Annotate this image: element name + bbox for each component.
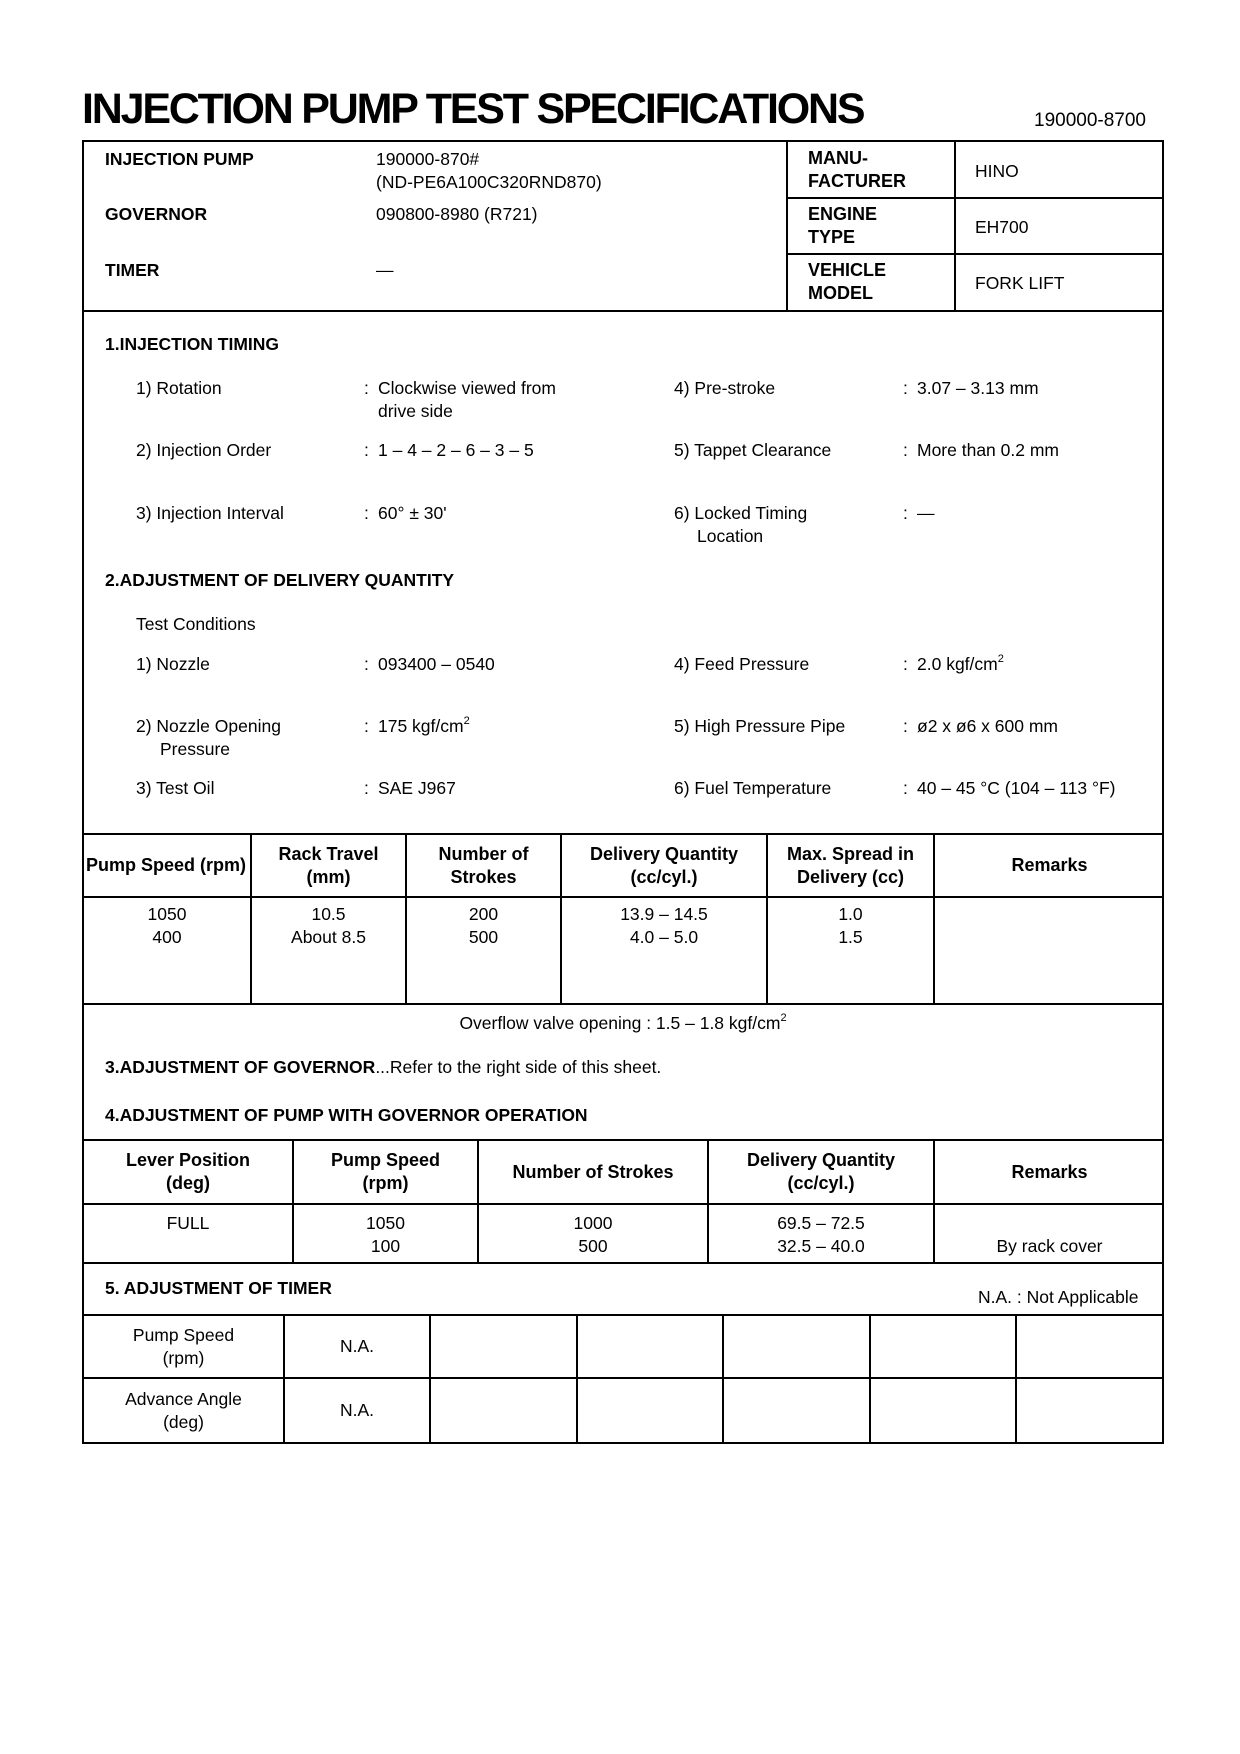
table-cell: 1050 — [147, 904, 187, 924]
table-cell: 13.9 – 14.5 — [620, 904, 708, 924]
not-applicable-note: N.A. : Not Applicable — [978, 1287, 1139, 1307]
table-cell: By rack cover — [996, 1236, 1103, 1256]
prestroke-colon: : — [903, 378, 908, 398]
fuel-temperature-value: 40 – 45 °C (104 – 113 °F) — [917, 778, 1116, 798]
timer-advance-angle-value: N.A. — [339, 1400, 375, 1420]
locked-timing-value: — — [917, 503, 935, 523]
tappet-clearance-colon: : — [903, 440, 908, 460]
test-oil-value: SAE J967 — [378, 778, 456, 798]
fuel-temperature-label: 6) Fuel Temperature — [674, 778, 832, 798]
manufacturer-value: HINO — [975, 161, 1019, 181]
rotation-colon: : — [364, 378, 369, 398]
rotation-value-2: drive side — [378, 401, 453, 421]
col-header-max-spread: Max. Spread in Delivery (cc) — [786, 843, 915, 887]
col-header-number-of-strokes: Number of Strokes — [438, 843, 529, 887]
col-header-delivery-quantity: Delivery Quantity (cc/cyl.) — [746, 1150, 896, 1193]
nozzle-opening-label-2: Pressure — [160, 739, 231, 759]
injection-order-colon: : — [364, 440, 369, 460]
nozzle-value: 093400 – 0540 — [378, 654, 495, 674]
feed-pressure-value: 2.0 kgf/$cm^2$ — [917, 653, 1004, 674]
section3-heading: 3.ADJUSTMENT OF GOVERNOR...Refer to the right side of this sheet. — [105, 1057, 662, 1077]
test-conditions-label: Test Conditions — [136, 614, 256, 634]
table-cell: 200 — [468, 904, 499, 924]
injection-interval-label: 3) Injection Interval — [136, 503, 284, 523]
manufacturer-label: MANU- FACTURER — [808, 148, 906, 191]
high-pressure-pipe-value: ø2 x ø6 x 600 mm — [917, 716, 1059, 736]
table-cell: 1.5 — [838, 927, 863, 947]
injection-pump-value: 190000-870# — [376, 149, 480, 169]
timer-label: TIMER — [105, 260, 160, 280]
governor-label: GOVERNOR — [105, 204, 208, 224]
nozzle-opening-label: 2) Nozzle Opening — [136, 716, 281, 736]
col-header-number-of-strokes: Number of Strokes — [512, 1161, 674, 1182]
table-cell: 1.0 — [838, 904, 863, 924]
table-cell: 10.5 — [311, 904, 346, 924]
rotation-label: 1) Rotation — [136, 378, 222, 398]
high-pressure-pipe-label: 5) High Pressure Pipe — [674, 716, 846, 736]
table-cell: About 8.5 — [291, 927, 366, 947]
table-cell: 400 — [152, 927, 182, 947]
section1-heading: 1.INJECTION TIMING — [105, 334, 280, 354]
table-cell: 1050 — [366, 1213, 405, 1233]
prestroke-value: 3.07 – 3.13 mm — [917, 378, 1039, 398]
timer-col-divider — [576, 1314, 578, 1444]
section2-heading: 2.ADJUSTMENT OF DELIVERY QUANTITY — [105, 570, 455, 590]
feed-pressure-label: 4) Feed Pressure — [674, 654, 810, 674]
table-cell: 500 — [578, 1236, 608, 1256]
tappet-clearance-label: 5) Tappet Clearance — [674, 440, 832, 460]
section5-heading: 5. ADJUSTMENT OF TIMER — [105, 1278, 332, 1298]
timer-advance-angle-label: Advance Angle (deg) — [125, 1388, 242, 1432]
high-pressure-pipe-colon: : — [903, 716, 908, 736]
table-cell: FULL — [166, 1213, 210, 1233]
overflow-valve-note: Overflow valve opening : 1.5 – 1.8 kgf/$cm^2$ — [459, 1012, 787, 1033]
delivery-table-header-line — [82, 896, 1164, 898]
header-divider-2 — [954, 140, 956, 312]
locked-timing-label: 6) Locked Timing — [674, 503, 808, 523]
table-cell: 500 — [468, 927, 499, 947]
feed-pressure-colon: : — [903, 654, 908, 674]
engine-type-label: ENGINE TYPE — [808, 204, 878, 247]
col-header-pump-speed: Pump Speed (rpm) — [330, 1150, 441, 1193]
table-cell: 100 — [370, 1236, 401, 1256]
injection-order-value: 1 – 4 – 2 – 6 – 3 – 5 — [378, 440, 534, 460]
timer-pump-speed-label: Pump Speed (rpm) — [132, 1324, 235, 1368]
test-oil-label: 3) Test Oil — [136, 778, 215, 798]
injection-pump-label: INJECTION PUMP — [105, 149, 254, 169]
document-number: 190000-8700 — [1034, 110, 1146, 131]
timer-col-divider — [1015, 1314, 1017, 1444]
col-header-delivery-quantity: Delivery Quantity (cc/cyl.) — [589, 843, 739, 887]
prestroke-label: 4) Pre-stroke — [674, 378, 776, 398]
timer-col-divider — [869, 1314, 871, 1444]
header-divider-1 — [786, 140, 788, 312]
timer-value: — — [376, 260, 394, 280]
injection-pump-model: (ND-PE6A100C320RND870) — [376, 172, 602, 192]
nozzle-opening-colon: : — [364, 716, 369, 736]
table-cell: 1000 — [573, 1213, 613, 1233]
rotation-value: Clockwise viewed from — [378, 378, 556, 398]
section4-heading: 4.ADJUSTMENT OF PUMP WITH GOVERNOR OPERATION — [105, 1105, 588, 1125]
governor-table-header-line — [82, 1203, 1164, 1205]
table-cell: 69.5 – 72.5 — [777, 1213, 865, 1233]
governor-value: 090800-8980 (R721) — [376, 204, 538, 224]
table-cell: 32.5 – 40.0 — [777, 1236, 865, 1256]
col-header-remarks: Remarks — [1011, 855, 1088, 875]
page-title: INJECTION PUMP TEST SPECIFICATIONS — [82, 85, 864, 133]
col-header-rack-travel: Rack Travel (mm) — [278, 843, 379, 887]
nozzle-colon: : — [364, 654, 369, 674]
col-header-remarks: Remarks — [1011, 1161, 1088, 1182]
vehicle-model-value: FORK LIFT — [975, 273, 1065, 293]
col-header-pump-speed: Pump Speed (rpm) — [85, 855, 246, 875]
fuel-temperature-colon: : — [903, 778, 908, 798]
injection-interval-colon: : — [364, 503, 369, 523]
test-oil-colon: : — [364, 778, 369, 798]
vehicle-model-label: VEHICLE MODEL — [808, 260, 887, 303]
injection-interval-value: 60° ± 30' — [378, 503, 447, 523]
header-row-line-2 — [786, 253, 1164, 255]
injection-order-label: 2) Injection Order — [136, 440, 272, 460]
table-cell: 4.0 – 5.0 — [629, 927, 699, 947]
header-row-line-1 — [786, 197, 1164, 199]
nozzle-opening-value: 175 kgf/$cm^2$ — [378, 715, 470, 736]
locked-timing-label-2: Location — [697, 526, 764, 546]
col-header-lever-position: Lever Position (deg) — [125, 1150, 251, 1193]
nozzle-label: 1) Nozzle — [136, 654, 210, 674]
engine-type-value: EH700 — [975, 217, 1029, 237]
timer-col-divider — [429, 1314, 431, 1444]
tappet-clearance-value: More than 0.2 mm — [917, 440, 1059, 460]
timer-pump-speed-value: N.A. — [339, 1336, 375, 1356]
timer-col-divider — [722, 1314, 724, 1444]
locked-timing-colon: : — [903, 503, 908, 523]
